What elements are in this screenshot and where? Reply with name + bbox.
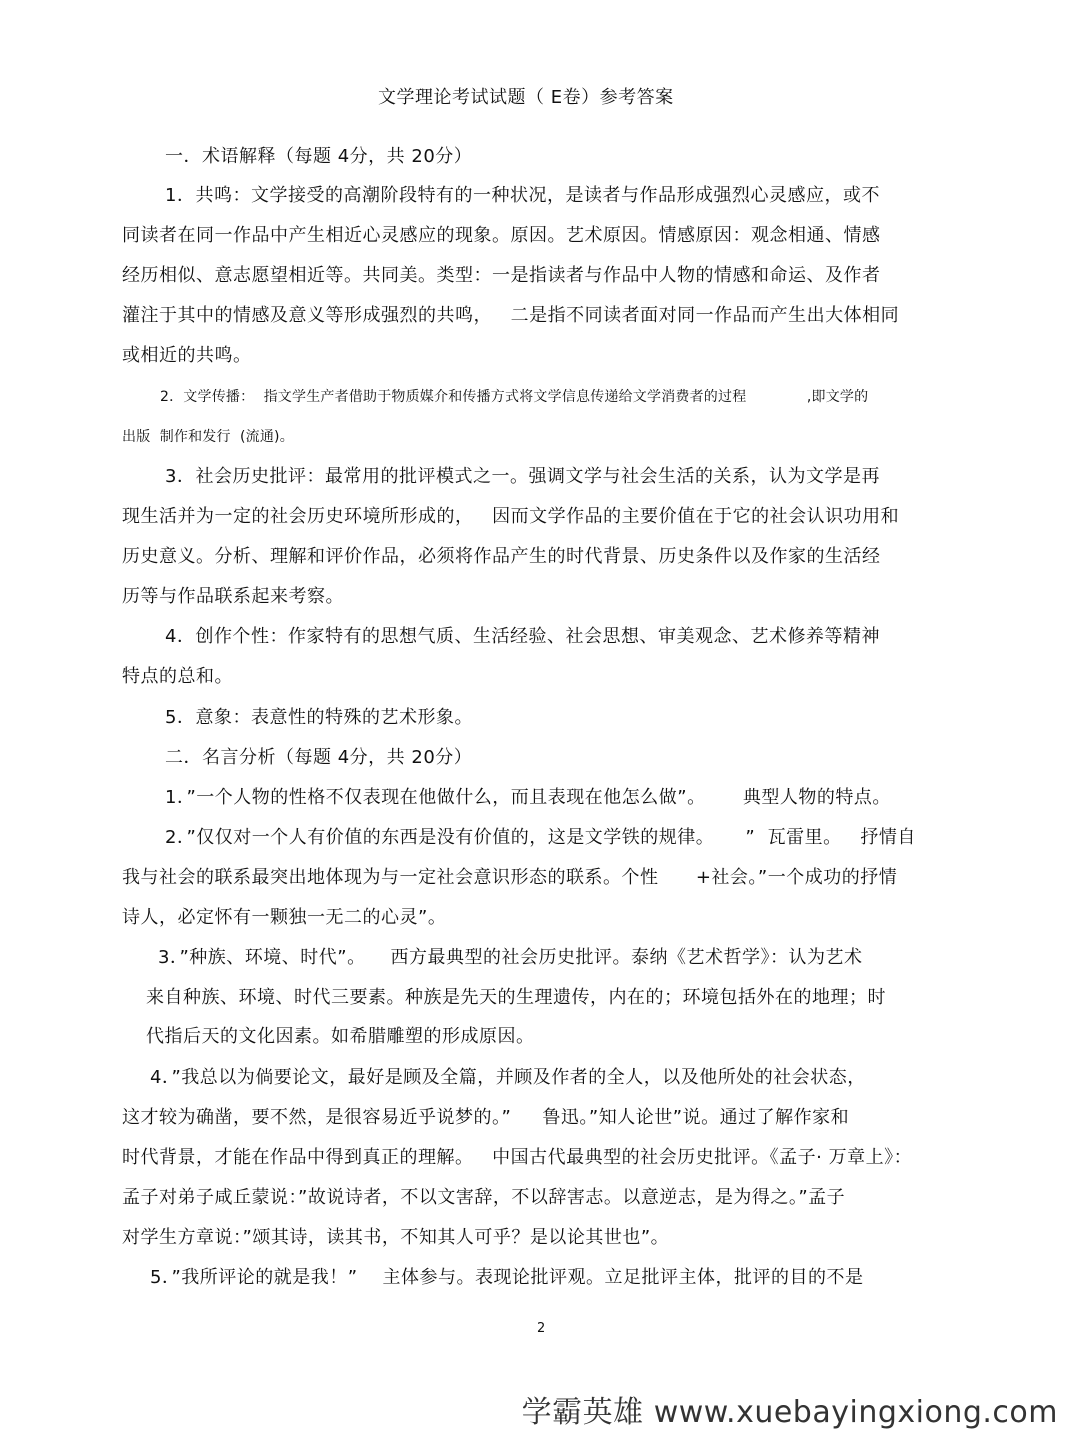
paragraph-line: 4．创作个性：作家特有的思想气质、生活经验、社会思想、审美观念、艺术修养等精神 (165, 626, 880, 647)
paragraph-line: 代指后天的文化因素。如希腊雕塑的形成原因。 (146, 1026, 535, 1047)
paragraph-line: 同读者在同一作品中产生相近心灵感应的现象。原因。艺术原因。情感原因：观念相通、情感 (122, 225, 881, 246)
paragraph-line: 或相近的共鸣。 (122, 345, 252, 366)
paragraph-line: 我与社会的联系最突出地体现为与一定社会意识形态的联系。个性 +社会。”一个成功的抒情 (122, 867, 898, 888)
section-heading-quotes: 二．名言分析（每题 4分，共 20分） (165, 747, 473, 768)
paragraph-line: 2．文学传播： 指文学生产者借助于物质媒介和传播方式将文学信息传递给文学消费者的过程 ,即文学的 (160, 389, 869, 405)
paragraph-line: 5．意象：表意性的特殊的艺术形象。 (165, 707, 473, 728)
page-number: 2 (537, 1321, 546, 1336)
paragraph-line: 历等与作品联系起来考察。 (122, 586, 344, 607)
paragraph-line: 2．”仅仅对一个人有价值的东西是没有价值的，这是文学铁的规律。 ” 瓦雷里。 抒情自 (165, 827, 916, 848)
page-title: 文学理论考试试题（ E卷）参考答案 (378, 87, 674, 108)
paragraph-line: 3．”种族、环境、时代”。 西方最典型的社会历史批评。泰纳《艺术哲学》：认为艺术 (158, 947, 863, 968)
paragraph-line: 灌注于其中的情感及意义等形成强烈的共鸣， 二是指不同读者面对同一作品而产生出大体相同 (122, 305, 900, 326)
paragraph-line: 4．”我总以为倘要论文，最好是顾及全篇，并顾及作者的全人，以及他所处的社会状态， (150, 1067, 866, 1088)
paragraph-line: 1．共鸣：文学接受的高潮阶段特有的一种状况，是读者与作品形成强烈心灵感应，或不 (165, 185, 880, 206)
paragraph-line: 特点的总和。 (122, 666, 233, 687)
paragraph-line: 对学生方章说：”颂其诗，读其书，不知其人可乎？是以论其世也”。 (122, 1227, 670, 1248)
paragraph-line: 时代背景，才能在作品中得到真正的理解。 中国古代最典型的社会历史批评。《孟子· 万章上》： (122, 1147, 913, 1168)
paragraph-line: 历史意义。分析、理解和评价作品，必须将作品产生的时代背景、历史条件以及作家的生活经 (122, 546, 881, 567)
paragraph-line: 5．”我所评论的就是我！” 主体参与。表现论批评观。立足批评主体，批评的目的不是 (150, 1267, 864, 1288)
section-heading-terms: 一．术语解释（每题 4分，共 20分） (165, 146, 473, 167)
paragraph-line: 现生活并为一定的社会历史环境所形成的， 因而文学作品的主要价值在于它的社会认识功用和 (122, 506, 900, 527)
paragraph-line: 3．社会历史批评：最常用的批评模式之一。强调文学与社会生活的关系，认为文学是再 (165, 466, 880, 487)
paragraph-line: 孟子对弟子咸丘蒙说：”故说诗者，不以文害辞，不以辞害志。以意逆志，是为得之。”孟子 (122, 1187, 846, 1208)
watermark-text: 学霸英雄 www.xuebayingxiong.com (521, 1395, 1058, 1430)
paragraph-line: 1．”一个人物的性格不仅表现在他做什么，而且表现在他怎么做”。 典型人物的特点。 (165, 787, 891, 808)
paragraph-line: 诗人，必定怀有一颗独一无二的心灵”。 (122, 907, 447, 928)
paragraph-line: 经历相似、意志愿望相近等。共同美。类型：一是指读者与作品中人物的情感和命运、及作者 (122, 265, 881, 286)
paragraph-line: 出版 制作和发行 (流通)。 (122, 429, 294, 445)
paragraph-line: 这才较为确凿，要不然，是很容易近乎说梦的。” 鲁迅。”知人论世”说。通过了解作家和 (122, 1107, 850, 1128)
paragraph-line: 来自种族、环境、时代三要素。种族是先天的生理遗传，内在的；环境包括外在的地理；时 (146, 987, 886, 1008)
